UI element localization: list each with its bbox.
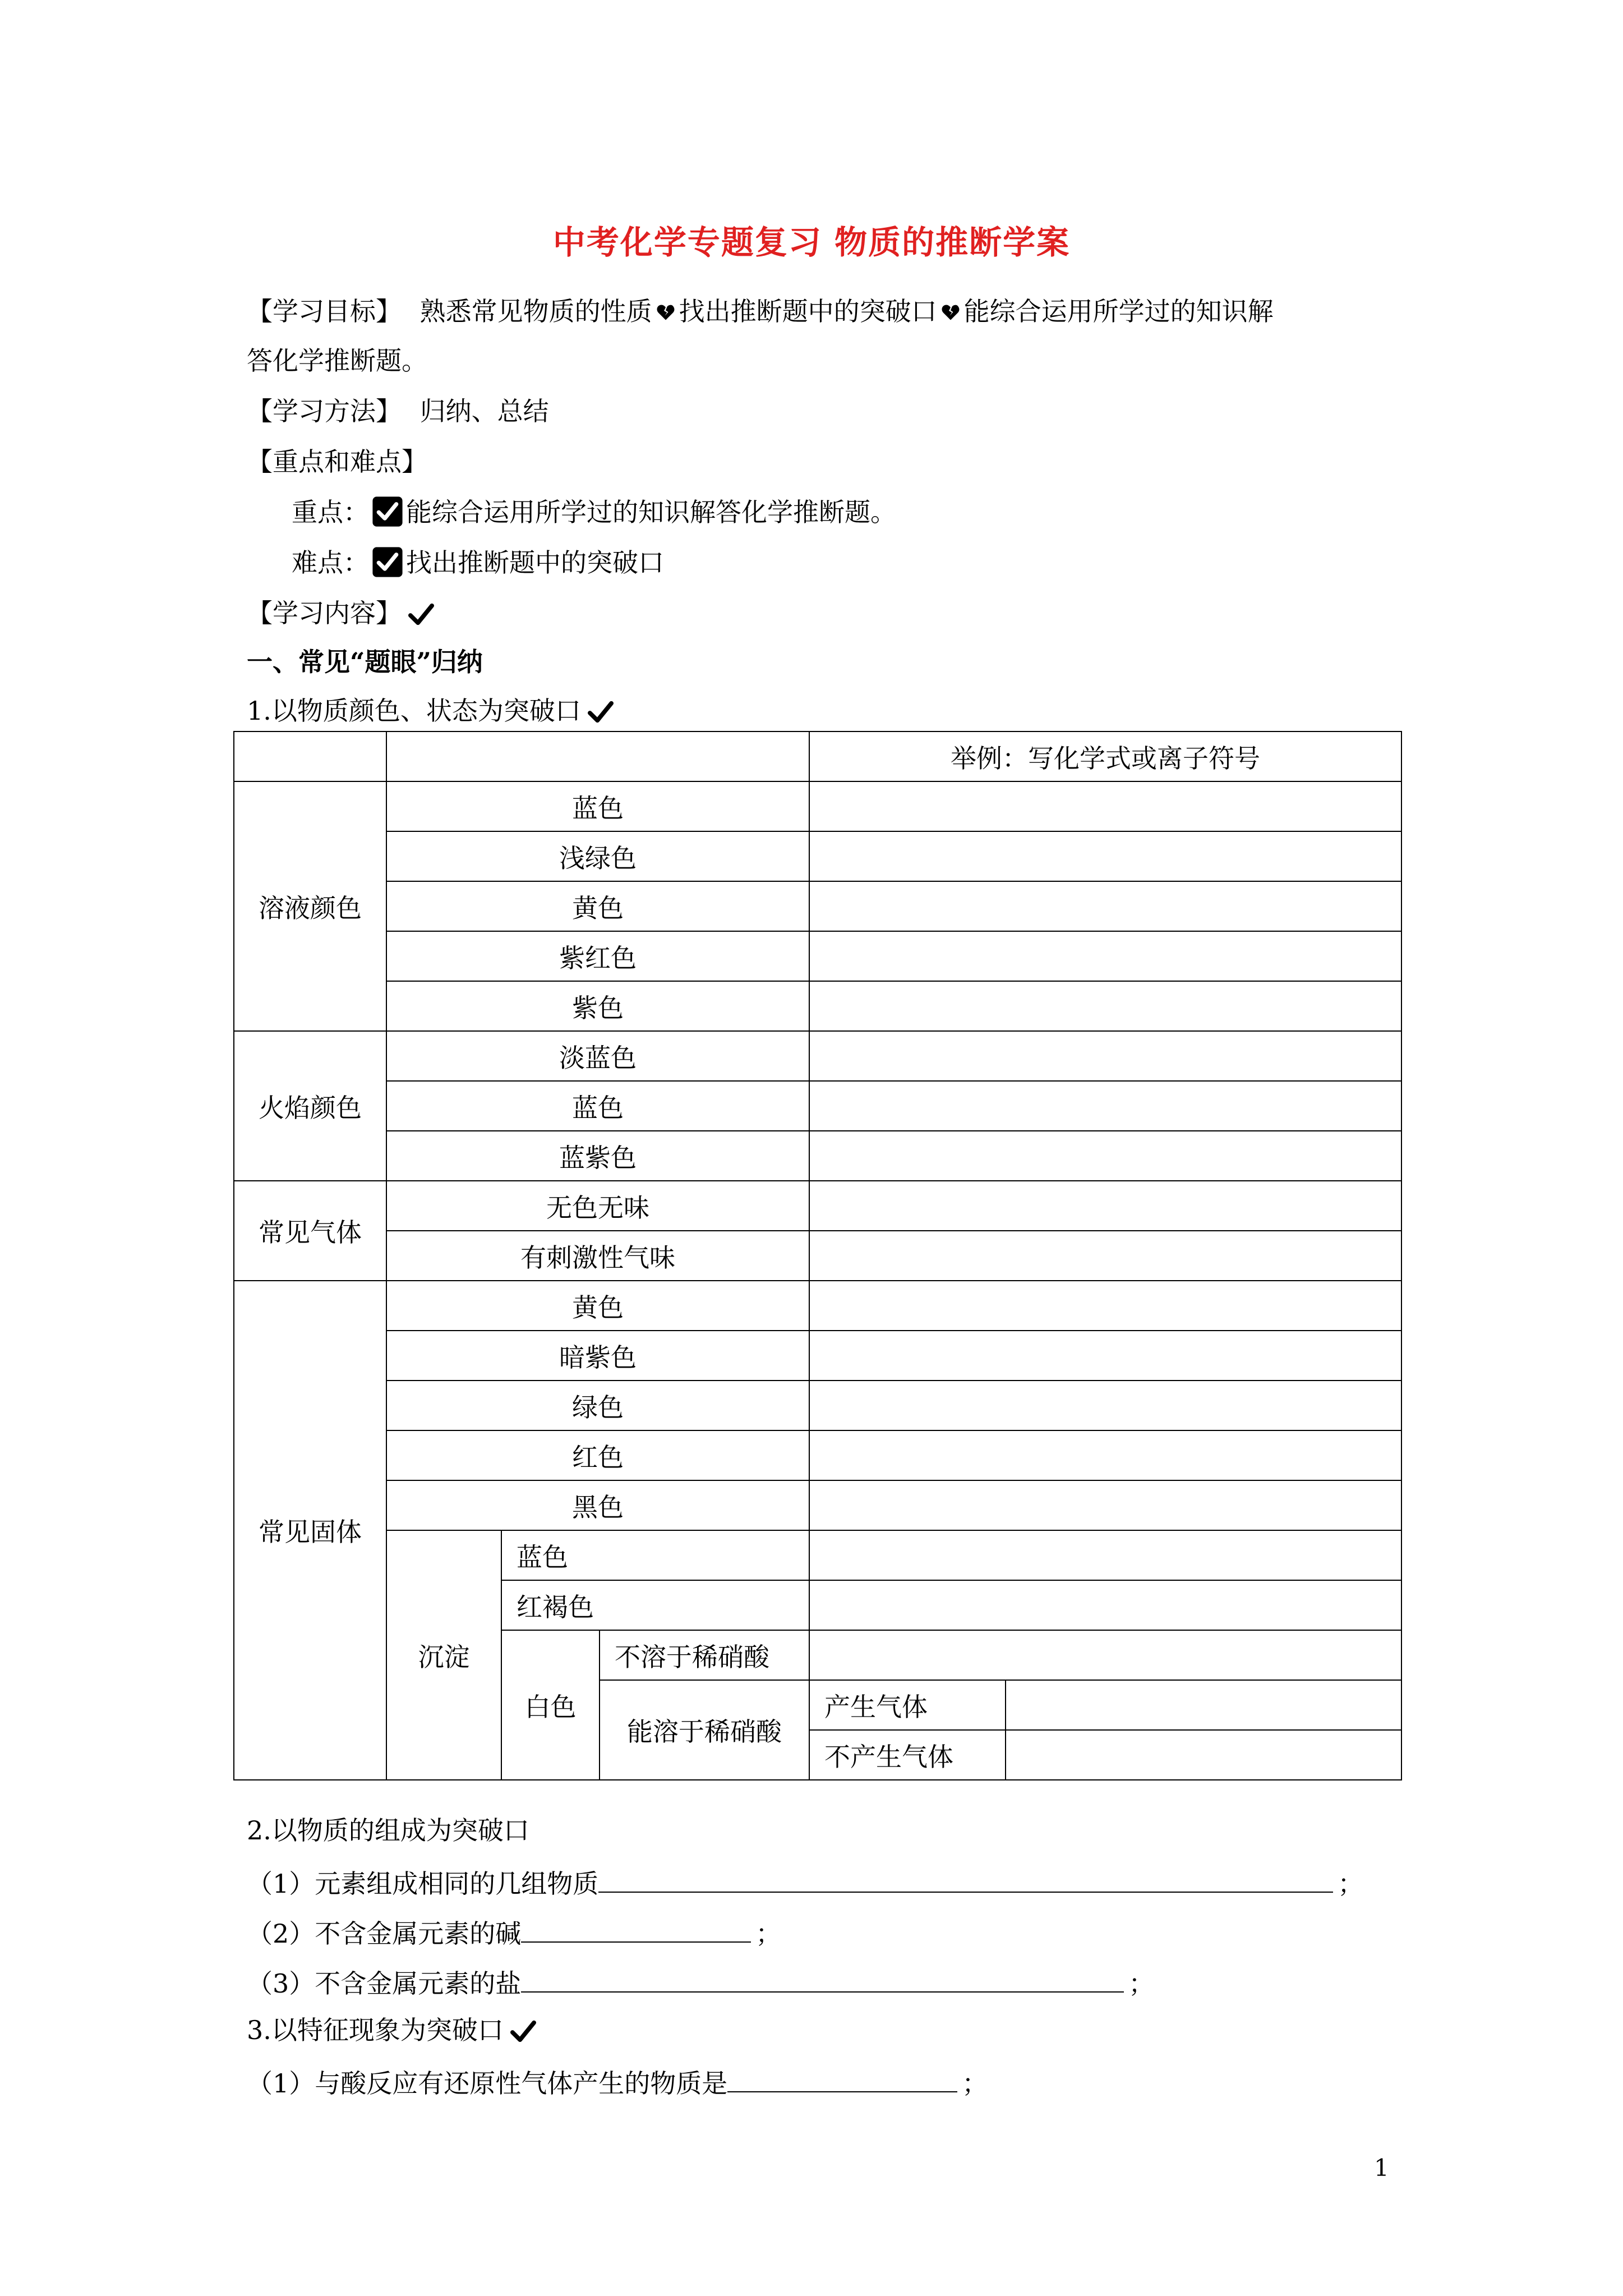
solution-item: 蓝色 [386, 781, 809, 831]
precip-item: 蓝色 [501, 1530, 809, 1580]
subsection-3: 3.以特征现象为突破口 [247, 2015, 504, 2045]
table-row [234, 1281, 1401, 1331]
key-label: 重点： [292, 497, 369, 527]
table-row [234, 1181, 1401, 1231]
question-text: （1）与酸反应有还原性气体产生的物质是 [247, 2068, 728, 2099]
soluble-label: 能溶于稀硝酸 [600, 1680, 809, 1780]
solid-item: 黑色 [386, 1480, 809, 1530]
answer-blank[interactable] [598, 1864, 1333, 1893]
category-common-solid: 常见固体 [234, 1281, 386, 1780]
table-row [234, 1430, 1401, 1480]
table-row [234, 1131, 1401, 1181]
answer-blank[interactable] [727, 2063, 957, 2092]
white-precip-label: 白色 [501, 1630, 600, 1780]
insoluble-label: 不溶于稀硝酸 [600, 1630, 809, 1680]
table-row [234, 1231, 1401, 1281]
question-text: （1）元素组成相同的几组物质 [247, 1869, 599, 1899]
subsection-2: 2.以物质的组成为突破口 [247, 1815, 529, 1846]
subsection-1-line [247, 694, 614, 728]
hard-value: 找出推断题中的突破口 [406, 547, 664, 578]
answer-cell[interactable] [809, 1580, 1401, 1630]
answer-cell[interactable] [809, 1031, 1401, 1081]
method-value: 归纳、总结 [419, 396, 549, 426]
table-cell [234, 731, 386, 781]
solution-item: 紫红色 [386, 931, 809, 981]
answer-cell[interactable] [809, 1480, 1401, 1530]
color-state-table [233, 731, 1402, 1780]
precipitate-label: 沉淀 [386, 1530, 501, 1780]
document-title: 中考化学专题复习 物质的推断学案 [552, 223, 1071, 261]
table-header-row [234, 731, 1401, 781]
answer-cell[interactable] [809, 1430, 1401, 1480]
checked-box-icon [371, 546, 404, 578]
table-row [234, 1381, 1401, 1430]
subsection-3-line [247, 2013, 536, 2047]
answer-cell[interactable] [809, 1530, 1401, 1580]
answer-cell[interactable] [809, 881, 1401, 931]
page-number: 1 [1374, 2154, 1389, 2182]
question-text: （3）不含金属元素的盐 [247, 1968, 522, 1999]
content-label-line [247, 596, 434, 630]
answer-blank[interactable] [521, 1963, 1124, 1993]
broken-heart-icon [656, 302, 676, 323]
gas-no-label: 不产生气体 [809, 1730, 1006, 1780]
answer-cell[interactable] [809, 781, 1401, 831]
question-end: ； [962, 2068, 988, 2099]
checkmark-icon [408, 603, 434, 625]
subsection-1: 1.以物质颜色、状态为突破口 [247, 696, 581, 726]
answer-cell[interactable] [809, 1231, 1401, 1281]
table-row [234, 981, 1401, 1031]
goal-part3: 能综合运用所学过的知识解 [963, 296, 1274, 326]
question-2-2 [247, 1913, 781, 1950]
section-1-heading: 一、常见“题眼”归纳 [247, 647, 483, 677]
goal-part2: 找出推断题中的突破口 [679, 296, 937, 326]
answer-cell[interactable] [809, 1331, 1401, 1381]
header-example: 举例：写化学式或离子符号 [809, 731, 1401, 781]
table-row [234, 1031, 1401, 1081]
learning-goal-cont: 答化学推断题。 [247, 346, 427, 376]
checked-box-icon [371, 495, 404, 528]
table-row [234, 931, 1401, 981]
key-point [292, 495, 896, 529]
answer-cell[interactable] [809, 1081, 1401, 1131]
solid-item: 暗紫色 [386, 1331, 809, 1381]
solid-item: 红色 [386, 1430, 809, 1480]
checkmark-icon [510, 2020, 536, 2042]
gas-yes-label: 产生气体 [809, 1680, 1006, 1730]
question-end: ； [1338, 1869, 1364, 1899]
answer-cell[interactable] [809, 1281, 1401, 1331]
category-flame-color: 火焰颜色 [234, 1031, 386, 1181]
answer-cell[interactable] [809, 981, 1401, 1031]
question-end: ； [1128, 1968, 1155, 1999]
table-row [234, 781, 1401, 831]
table-row [234, 1480, 1401, 1530]
gas-item: 有刺激性气味 [386, 1231, 809, 1281]
answer-cell[interactable] [1006, 1680, 1401, 1730]
answer-cell[interactable] [1006, 1730, 1401, 1780]
solution-item: 黄色 [386, 881, 809, 931]
answer-cell[interactable] [809, 1181, 1401, 1231]
flame-item: 蓝紫色 [386, 1131, 809, 1181]
question-2-1 [247, 1864, 1363, 1901]
table-row [234, 1081, 1401, 1131]
category-common-gas: 常见气体 [234, 1181, 386, 1281]
table-cell [386, 731, 809, 781]
keypoints-label: 【重点和难点】 [247, 447, 427, 477]
learning-goal [247, 295, 1274, 328]
table-row [234, 831, 1401, 881]
solid-item: 黄色 [386, 1281, 809, 1331]
answer-blank[interactable] [521, 1913, 751, 1943]
answer-cell[interactable] [809, 1131, 1401, 1181]
answer-cell[interactable] [809, 1630, 1401, 1680]
method-label: 【学习方法】 [247, 396, 402, 426]
question-2-3 [247, 1963, 1154, 2000]
table-row [234, 881, 1401, 931]
learning-method [247, 394, 549, 428]
question-text: （2）不含金属元素的碱 [247, 1918, 522, 1949]
gas-item: 无色无味 [386, 1181, 809, 1231]
question-3-1 [247, 2063, 988, 2100]
content-label: 【学习内容】 [247, 598, 402, 628]
answer-cell[interactable] [809, 1381, 1401, 1430]
goal-label: 【学习目标】 [247, 296, 402, 326]
precip-item: 红褐色 [501, 1580, 809, 1630]
broken-heart-icon [940, 302, 961, 323]
key-value: 能综合运用所学过的知识解答化学推断题。 [406, 497, 896, 527]
answer-cell[interactable] [809, 931, 1401, 981]
checkmark-icon [588, 701, 614, 723]
solid-item: 绿色 [386, 1381, 809, 1430]
solution-item: 紫色 [386, 981, 809, 1031]
category-solution-color: 溶液颜色 [234, 781, 386, 1031]
solution-item: 浅绿色 [386, 831, 809, 881]
hard-label: 难点： [292, 547, 369, 578]
answer-cell[interactable] [809, 831, 1401, 881]
difficult-point [292, 546, 664, 579]
table-row [234, 1331, 1401, 1381]
goal-part1: 熟悉常见物质的性质 [419, 296, 652, 326]
table-row [234, 1530, 1401, 1580]
flame-item: 蓝色 [386, 1081, 809, 1131]
question-end: ； [755, 1918, 782, 1949]
flame-item: 淡蓝色 [386, 1031, 809, 1081]
